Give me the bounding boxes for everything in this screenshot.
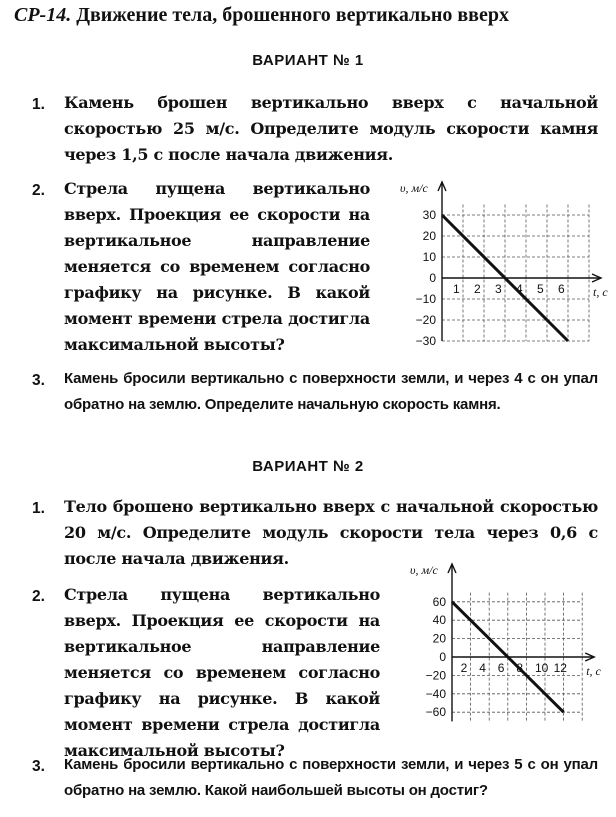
y-tick-label: 60 <box>432 594 446 609</box>
y-axis-label: υ, м/с <box>410 563 438 577</box>
y-axis-label: υ, м/с <box>400 181 428 195</box>
x-tick-label: 6 <box>558 282 565 296</box>
y-tick-label: −20 <box>415 313 436 327</box>
title-code: СР-14. <box>14 4 72 26</box>
x-tick-label: 2 <box>460 661 468 675</box>
v2-task2-number: 2. <box>32 588 45 605</box>
x-tick-label: 10 <box>535 661 549 675</box>
y-tick-label: 40 <box>432 613 446 628</box>
title-text: Движение тела, брошенного вертикально вверх <box>76 4 509 26</box>
x-tick-label: 1 <box>453 282 460 296</box>
y-tick-label: 20 <box>432 631 446 646</box>
y-tick-label: 20 <box>422 229 436 243</box>
x-tick-label: 5 <box>537 282 544 296</box>
v2-task2-text: Стрела пущена вертикально вверх. Проекция ее скорости на вертикальное направление меняется со временем согласно графику на рисунке. В какой момент времени стрела достигла максимальной высоты? <box>64 585 380 760</box>
x-tick-label: 4 <box>479 661 486 675</box>
v1-task1-number: 1. <box>32 96 45 113</box>
v2-task1-text: Тело брошено вертикально вверх с начальной скоростью 20 м/с. Определите модуль скорости тела через 0,6 с после начала движения. <box>64 497 598 568</box>
velocity-graph-variant-1 <box>385 176 610 356</box>
x-tick-label: 8 <box>516 661 524 675</box>
v1-task1-text: Камень брошен вертикально вверх с начальной скоростью 25 м/с. Определите модуль скорости камня через 1,5 с после начала движения. <box>64 93 598 164</box>
v1-task2-number: 2. <box>32 182 45 199</box>
x-axis-label: t, с <box>593 285 608 299</box>
y-tick-label: −20 <box>425 668 446 683</box>
x-tick-label: 4 <box>516 282 523 296</box>
y-tick-label: 0 <box>439 650 446 664</box>
x-tick-label: 3 <box>495 282 502 296</box>
variant-2-heading: ВАРИАНТ № 2 <box>252 458 364 475</box>
y-tick-label: 30 <box>422 208 436 222</box>
y-tick-label: 0 <box>429 271 436 285</box>
page-title <box>14 4 614 27</box>
y-tick-label: 10 <box>422 250 436 264</box>
v2-task3-number: 3. <box>32 758 45 775</box>
x-tick-label: 2 <box>474 282 481 296</box>
y-tick-label: −60 <box>425 705 446 720</box>
v1-task3-text: Камень бросили вертикально с поверхности земли, и через 4 с он упал обратно на землю. Определите начальную скорость камня. <box>64 370 598 413</box>
v2-task3-text: Камень бросили вертикально с поверхности земли, и через 5 с он упал обратно на землю. Какой наибольшей высоты он достиг? <box>64 756 598 799</box>
v1-task3-number: 3. <box>32 372 45 389</box>
variant-1-heading: ВАРИАНТ № 1 <box>252 52 364 69</box>
y-tick-label: −10 <box>415 292 436 306</box>
x-axis-label: t, с <box>586 664 601 678</box>
velocity-graph-variant-2 <box>390 560 615 735</box>
v2-task1-number: 1. <box>32 500 45 517</box>
x-tick-label: 6 <box>497 661 505 675</box>
x-tick-label: 12 <box>553 661 567 675</box>
v1-task2-text: Стрела пущена вертикально вверх. Проекция ее скорости на вертикальное направление меняется со временем согласно графику на рисунке. В какой момент времени стрела достигла максимальной высоты? <box>64 179 370 354</box>
y-tick-label: −30 <box>415 334 436 348</box>
y-tick-label: −40 <box>425 686 446 701</box>
